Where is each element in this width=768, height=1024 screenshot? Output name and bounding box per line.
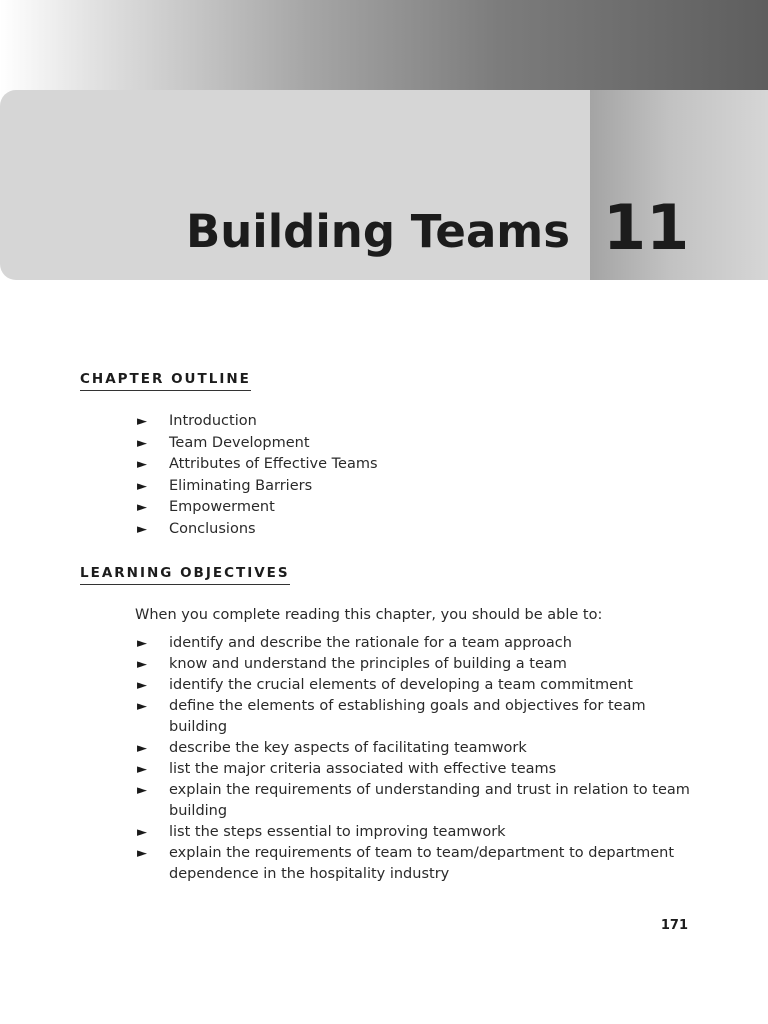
outline-item-label: Introduction xyxy=(169,413,257,429)
right-triangle-bullet-icon: ► xyxy=(137,636,147,651)
outline-item xyxy=(135,476,378,498)
right-triangle-bullet-icon: ► xyxy=(137,699,147,714)
outline-item xyxy=(135,433,378,455)
chapter-outline-list xyxy=(135,411,378,541)
right-triangle-bullet-icon: ► xyxy=(137,762,147,777)
right-triangle-bullet-icon: ► xyxy=(137,783,147,798)
objective-item-text: identify the crucial elements of developing a team commitment xyxy=(169,677,633,693)
learning-objectives-heading: LEARNING OBJECTIVES xyxy=(80,565,290,585)
objective-item xyxy=(135,822,695,843)
objective-item-text: list the major criteria associated with effective teams xyxy=(169,761,557,777)
outline-item xyxy=(135,411,378,433)
outline-item-label: Team Development xyxy=(169,434,310,451)
objective-item-text: know and understand the principles of building a team xyxy=(169,656,567,672)
objective-item xyxy=(135,696,695,738)
objectives-intro: When you complete reading this chapter, you should be able to: xyxy=(135,607,603,623)
outline-item xyxy=(135,497,378,519)
right-triangle-bullet-icon: ► xyxy=(137,457,147,473)
objective-item-text: list the steps essential to improving teamwork xyxy=(169,824,506,840)
page-number: 171 xyxy=(660,918,688,933)
chapter-title: Building Teams xyxy=(185,205,570,258)
outline-item-label: Eliminating Barriers xyxy=(169,477,313,494)
right-triangle-bullet-icon: ► xyxy=(137,657,147,672)
chapter-outline-heading: CHAPTER OUTLINE xyxy=(80,371,251,391)
objective-item xyxy=(135,738,695,759)
right-triangle-bullet-icon: ► xyxy=(137,825,147,840)
outline-item xyxy=(135,454,378,476)
objective-item-text: describe the key aspects of facilitating teamwork xyxy=(169,740,527,756)
objective-item xyxy=(135,780,695,822)
right-triangle-bullet-icon: ► xyxy=(137,478,147,494)
right-triangle-bullet-icon: ► xyxy=(137,435,147,451)
objective-item-text: define the elements of establishing goals and objectives for team building xyxy=(169,698,646,735)
objective-item xyxy=(135,843,695,885)
right-triangle-bullet-icon: ► xyxy=(137,678,147,693)
learning-objectives-list xyxy=(135,633,695,885)
right-triangle-bullet-icon: ► xyxy=(137,741,147,756)
right-triangle-bullet-icon: ► xyxy=(137,414,147,429)
objective-item-text: identify and describe the rationale for a team approach xyxy=(169,635,572,651)
objective-item xyxy=(135,675,695,696)
right-triangle-bullet-icon: ► xyxy=(137,846,147,861)
objective-item-text: explain the requirements of team to team/department to department dependence in the hospitality industry xyxy=(169,845,675,882)
objective-item xyxy=(135,633,695,654)
right-triangle-bullet-icon: ► xyxy=(137,500,147,516)
outline-item-label: Attributes of Effective Teams xyxy=(169,456,378,473)
outline-item xyxy=(135,519,378,541)
objective-item-text: explain the requirements of understanding and trust in relation to team building xyxy=(169,782,690,819)
chapter-number: 11 xyxy=(603,191,690,264)
objective-item xyxy=(135,654,695,675)
outline-item-label: Empowerment xyxy=(169,499,275,516)
right-triangle-bullet-icon: ► xyxy=(137,521,147,537)
header-gradient-bar xyxy=(0,0,768,104)
outline-item-label: Conclusions xyxy=(169,520,256,537)
objective-item xyxy=(135,759,695,780)
